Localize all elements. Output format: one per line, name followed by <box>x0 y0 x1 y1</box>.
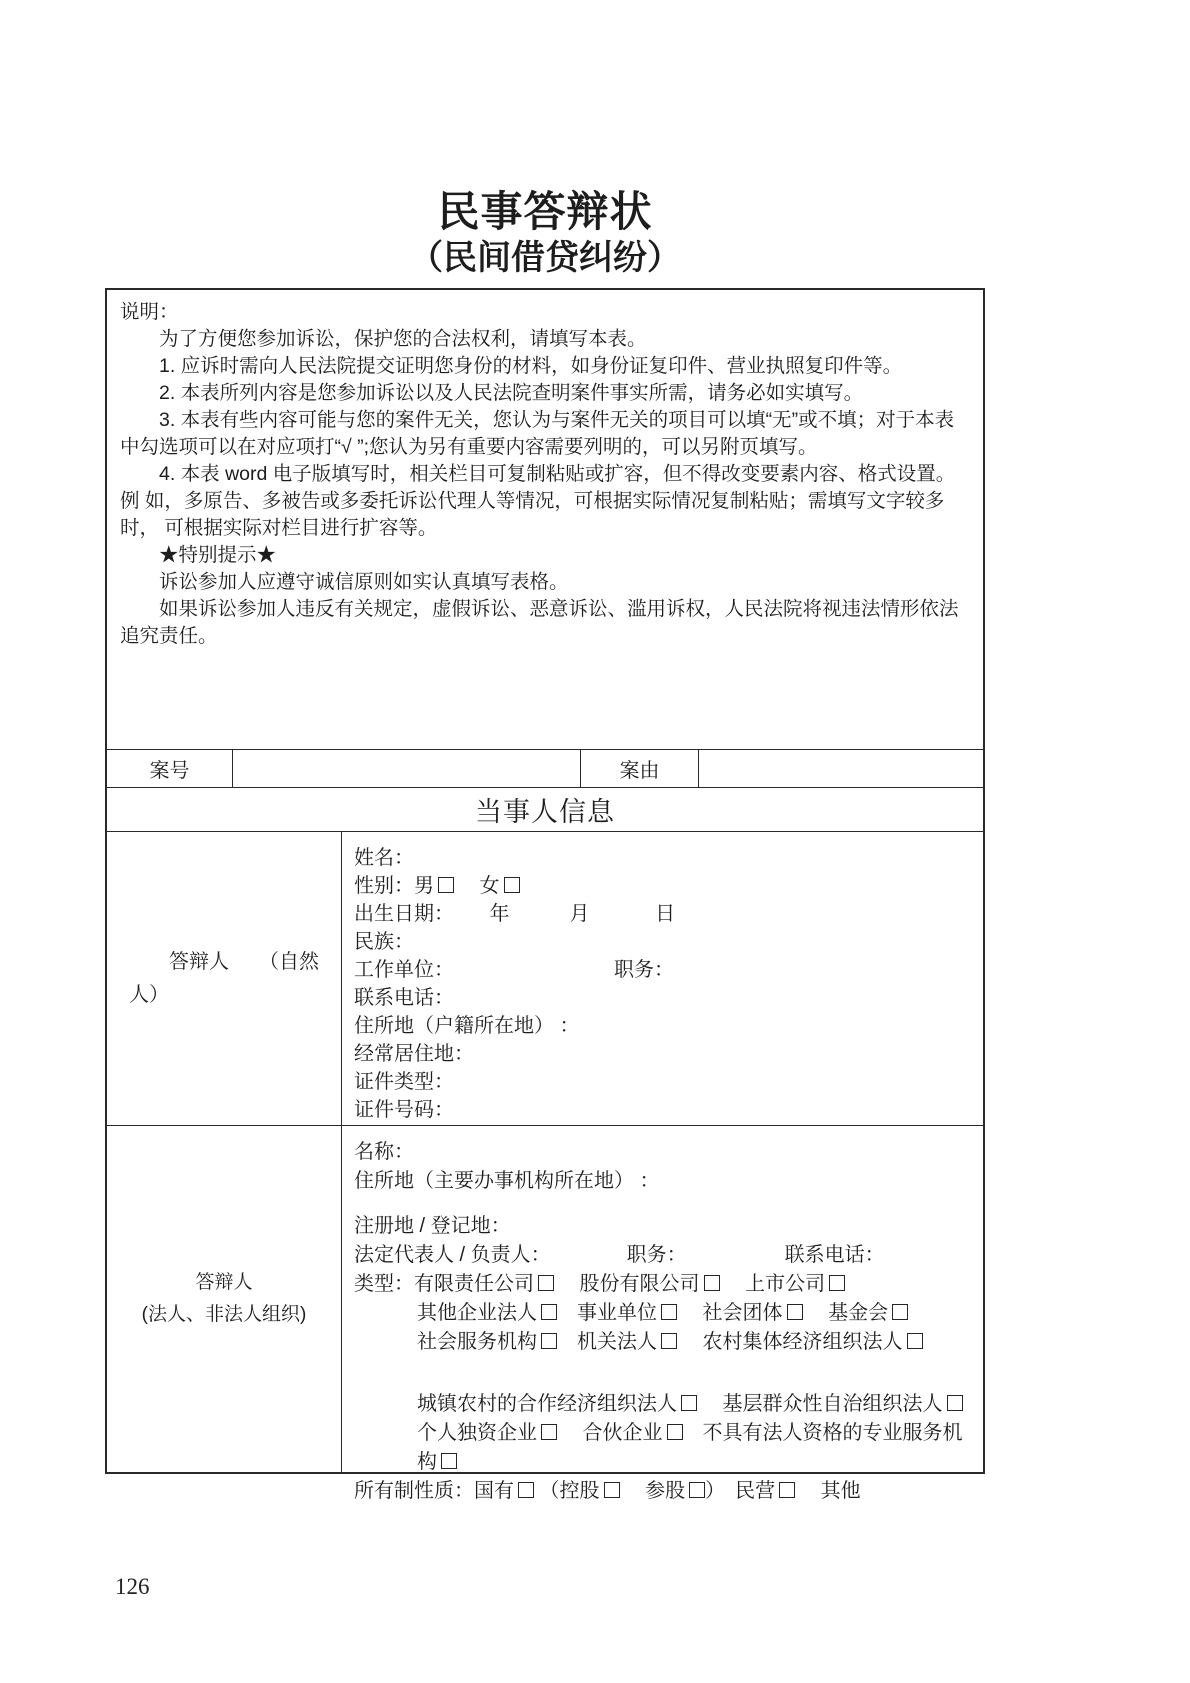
instruction-paragraph: 诉讼参加人应遵守诚信原则如实认真填写表格。 <box>159 571 569 594</box>
field-label: 社会团体 <box>677 1302 783 1325</box>
public-institution-checkbox[interactable] <box>661 1304 677 1320</box>
phone-label: 联系电话： <box>354 987 454 1010</box>
case-number-label: 案号 <box>107 750 233 787</box>
social-organization-checkbox[interactable] <box>787 1304 803 1320</box>
form-field-line <box>354 1040 971 1068</box>
field-label: 上市公司 <box>719 1273 826 1296</box>
form-field-line <box>354 1390 971 1419</box>
ownership-label: 所有制性质：国有 <box>354 1480 514 1503</box>
form-field-line <box>354 1096 971 1124</box>
form-field-line <box>354 1068 971 1096</box>
residence-label: 住所地（户籍所在地） ： <box>354 1015 580 1038</box>
respondent-legal-person-label-cell <box>107 1126 342 1472</box>
government-organ-legal-person-checkbox[interactable] <box>661 1333 677 1349</box>
field-label: 女 <box>454 875 500 898</box>
field-label: 事业单位 <box>557 1302 657 1325</box>
ownership-private-checkbox[interactable] <box>779 1482 795 1498</box>
joint-stock-company-checkbox[interactable] <box>704 1275 720 1291</box>
position-label: 职务： <box>626 1244 687 1267</box>
field-label: 基层群众性自治组织法人 <box>697 1393 943 1416</box>
form-field-line <box>354 1138 971 1167</box>
grassroots-self-governance-org-checkbox[interactable] <box>947 1395 963 1411</box>
instruction-paragraph: 4. 本表 word 电子版填写时，相关栏目可复制粘贴或扩容，但不得改变要素内容、格式设置。例 如，多原告、多被告或多委托诉讼代理人等情况，可根据实际情况复制粘贴；需填写文字较多时， 可根据实际对栏目进行扩容等。 <box>120 463 956 540</box>
blank-line <box>354 1357 971 1390</box>
document-subtitle: （民间借贷纠纷） <box>409 239 681 278</box>
form-field-line <box>354 1167 971 1196</box>
form-field-line <box>354 1328 971 1357</box>
cause-of-action-input[interactable] <box>699 750 983 787</box>
org-address-label: 住所地（主要办事机构所在地） ： <box>354 1170 660 1193</box>
field-label: 农村集体经济组织法人 <box>677 1331 903 1354</box>
phone-label: 联系电话： <box>784 1244 885 1267</box>
legal-representative-label: 法定代表人 / 负责人： <box>354 1244 551 1267</box>
document-header <box>105 0 985 278</box>
form-field-line <box>354 1212 971 1241</box>
form-field-line <box>354 956 971 984</box>
sole-proprietorship-checkbox[interactable] <box>541 1424 557 1440</box>
form-field-line <box>354 984 971 1012</box>
field-label: 股份有限公司 <box>554 1273 700 1296</box>
field-label: ） 民营 <box>705 1480 776 1503</box>
ownership-state-owned-checkbox[interactable] <box>518 1482 534 1498</box>
respondent-legal-person-row <box>107 1126 983 1503</box>
foundation-checkbox[interactable] <box>892 1304 908 1320</box>
field-label: （控股 <box>534 1480 600 1503</box>
other-enterprise-legal-person-checkbox[interactable] <box>541 1304 557 1320</box>
form-field-line <box>354 844 971 872</box>
urban-rural-cooperative-economic-org-checkbox[interactable] <box>681 1395 697 1411</box>
field-label: 社会服务机构 <box>417 1331 537 1354</box>
gender-male-checkbox[interactable] <box>438 877 454 893</box>
case-number-input[interactable] <box>233 750 581 787</box>
cause-of-action-label: 案由 <box>581 750 699 787</box>
respondent-natural-person-row <box>107 832 983 1126</box>
party-info-section-header: 当事人信息 <box>107 788 983 832</box>
partnership-checkbox[interactable] <box>667 1424 683 1440</box>
limited-liability-company-checkbox[interactable] <box>538 1275 554 1291</box>
listed-company-checkbox[interactable] <box>829 1275 845 1291</box>
gender-label: 性别：男 <box>354 875 434 898</box>
org-name-label: 名称： <box>354 1141 414 1164</box>
field-label: 城镇农村的合作经济组织法人 <box>417 1393 677 1416</box>
blank-line <box>354 1196 971 1212</box>
field-label: 其他企业法人 <box>417 1302 537 1325</box>
form-table <box>105 288 985 1503</box>
respondent-natural-person-label: 答辩人 （自然人） <box>129 950 319 1006</box>
field-label: 个人独资企业 <box>417 1422 537 1445</box>
rural-collective-economic-org-checkbox[interactable] <box>907 1333 923 1349</box>
form-field-line <box>354 1299 971 1328</box>
document-title: 民事答辩状 <box>437 188 653 235</box>
form-field-line <box>354 1012 971 1040</box>
birthdate-label: 出生日期： 年 月 日 <box>354 903 676 926</box>
ethnicity-label: 民族： <box>354 931 414 954</box>
respondent-legal-person-label-line2: (法人、非法人组织) <box>141 1304 307 1326</box>
form-field-line <box>354 1419 971 1477</box>
form-field-line <box>354 928 971 956</box>
instruction-paragraph: 3. 本表有些内容可能与您的案件无关，您认为与案件无关的项目可以填“无”或不填；对于本表中勾选项可以在对应项打“√ ”;您认为另有重要内容需要列明的，可以另附页填写。 <box>120 409 955 459</box>
employer-label: 工作单位： <box>354 959 454 982</box>
name-label: 姓名： <box>354 847 414 870</box>
position-label: 职务： <box>614 959 674 982</box>
respondent-natural-person-fields <box>342 832 983 1125</box>
field-label: 机关法人 <box>557 1331 657 1354</box>
content-block <box>105 0 985 1503</box>
field-label: 不具有法人资格的专业服务机构 <box>417 1422 963 1474</box>
registration-place-label: 注册地 / 登记地： <box>354 1215 511 1238</box>
id-type-label: 证件类型： <box>354 1071 454 1094</box>
field-label: 参股 <box>619 1480 686 1503</box>
respondent-legal-person-fields <box>342 1126 983 1503</box>
instruction-paragraph: 为了方便您参加诉讼，保护您的合法权利，请填写本表。 <box>159 328 647 351</box>
respondent-natural-person-label-cell <box>107 832 342 1125</box>
form-field-line <box>354 1270 971 1299</box>
case-row <box>107 750 983 788</box>
instruction-paragraph: 如果诉讼参加人违反有关规定，虚假诉讼、恶意诉讼、滥用诉权，人民法院将视违法情形依法追究责任。 <box>120 598 959 648</box>
social-service-agency-checkbox[interactable] <box>541 1333 557 1349</box>
field-label: 合伙企业 <box>557 1422 663 1445</box>
form-field-line <box>354 900 971 928</box>
habitual-residence-label: 经常居住地： <box>354 1043 474 1066</box>
form-field-line <box>354 872 971 900</box>
instruction-paragraph: ★特别提示★ <box>159 544 277 567</box>
instruction-paragraph: 2. 本表所列内容是您参加诉讼以及人民法院查明案件事实所需，请务必如实填写。 <box>159 382 864 405</box>
id-number-label: 证件号码： <box>354 1099 454 1122</box>
field-label: 基金会 <box>802 1302 889 1325</box>
ownership-state-holding-checkbox[interactable] <box>604 1482 620 1498</box>
respondent-legal-person-label-line1: 答辩人 <box>195 1272 253 1294</box>
field-label: 其他 <box>795 1480 861 1503</box>
page-number: 126 <box>115 1574 150 1599</box>
instructions-cell <box>107 290 983 750</box>
instructions-body <box>120 326 970 650</box>
ownership-state-participating-checkbox[interactable] <box>689 1482 705 1498</box>
instructions-heading: 说明： <box>120 301 179 324</box>
form-field-line <box>354 1477 971 1506</box>
type-label: 类型：有限责任公司 <box>354 1273 534 1296</box>
gender-female-checkbox[interactable] <box>504 877 520 893</box>
instruction-paragraph: 1. 应诉时需向人民法院提交证明您身份的材料，如身份证复印件、营业执照复印件等。 <box>159 355 903 378</box>
non-legal-person-professional-service-agency-checkbox[interactable] <box>441 1453 457 1469</box>
form-field-line <box>354 1241 971 1270</box>
